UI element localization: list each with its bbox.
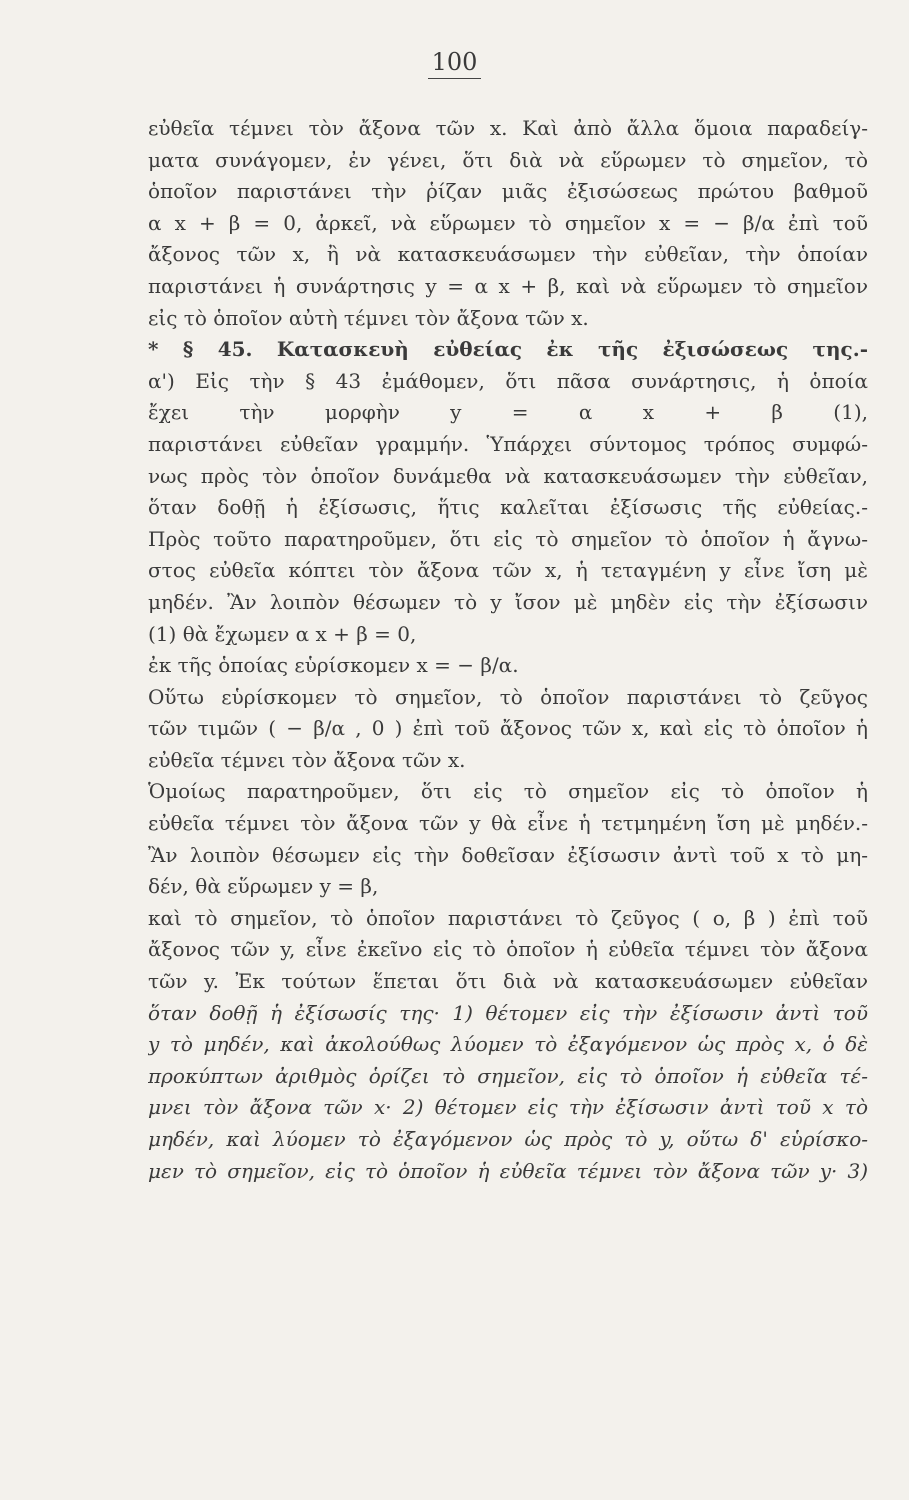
text-line: α') Εἰς τὴν § 43 ἐμάθομεν, ὅτι πᾶσα συνάρτησις, ἡ ὁποία [148, 368, 868, 393]
text-line: ἄξονος τῶν x, ἢ νὰ κατασκευάσωμεν τὴν εὐθεῖαν, τὴν ὁποίαν [148, 242, 868, 267]
text-line: εἰς τὸ ὁποῖον αὐτὴ τέμνει τὸν ἄξονα τῶν x. [148, 305, 589, 330]
text-line: παριστάνει εὐθεῖαν γραμμήν. Ὑπάρχει σύντομος τρόπος συμφώ- [148, 431, 868, 456]
text-line: Οὕτω εὑρίσκομεν τὸ σημεῖον, τὸ ὁποῖον παριστάνει τὸ ζεῦγος [148, 684, 868, 709]
text-line: εὐθεῖα τέμνει τὸν ἄξονα τῶν x. [148, 747, 466, 772]
text-line: ματα συνάγομεν, ἐν γένει, ὅτι διὰ νὰ εὕρωμεν τὸ σημεῖον, τὸ [148, 147, 868, 172]
text-line: μηδέν, καὶ λύομεν τὸ ἐξαγόμενον ὡς πρὸς τὸ y, οὕτω δ' εὑρίσκο- [148, 1127, 868, 1151]
text-line: καὶ τὸ σημεῖον, τὸ ὁποῖον παριστάνει τὸ ζεῦγος ( o, β ) ἐπὶ τοῦ [148, 905, 868, 930]
text-line: ἐκ τῆς ὁποίας εὑρίσκομεν x = − β/α. [148, 653, 519, 678]
text-line: y τὸ μηδέν, καὶ ἀκολούθως λύομεν τὸ ἐξαγόμενον ὡς πρὸς x, ὁ δὲ [148, 1032, 868, 1057]
text-line: τῶν τιμῶν ( − β/α , 0 ) ἐπὶ τοῦ ἄξονος τῶν x, καὶ εἰς τὸ ὁποῖον ἡ [148, 716, 868, 741]
body-text [148, 113, 868, 1187]
text-line: μνει τὸν ἄξονα τῶν x· 2) θέτομεν εἰς τὴν ἐξίσωσιν ἀντὶ τοῦ x τὸ [148, 1095, 868, 1120]
text-line: εὐθεῖα τέμνει τὸν ἄξονα τῶν x. Καὶ ἀπὸ ἄλλα ὅμοια παραδείγ- [148, 116, 868, 140]
text-line: μεν τὸ σημεῖον, εἰς τὸ ὁποῖον ἡ εὐθεῖα τέμνει τὸν ἄξονα τῶν y· 3) [148, 1158, 868, 1183]
text-line: ἔχει τὴν μορφὴν y = α x + β (1), [148, 400, 868, 425]
text-line: Ὁμοίως παρατηροῦμεν, ὅτι εἰς τὸ σημεῖον εἰς τὸ ὁποῖον ἡ [148, 779, 868, 804]
text-line: ὅταν δοθῇ ἡ ἐξίσωσις, ἥτις καλεῖται ἐξίσωσις τῆς εὐθείας.- [148, 495, 868, 520]
text-line: εὐθεῖα τέμνει τὸν ἄξονα τῶν y θὰ εἶνε ἡ τετμημένη ἴση μὲ μηδέν.- [148, 811, 868, 836]
text-line: Ἂν λοιπὸν θέσωμεν εἰς τὴν δοθεῖσαν ἐξίσωσιν ἀντὶ τοῦ x τὸ μη- [148, 842, 868, 867]
text-line: ὅταν δοθῇ ἡ ἐξίσωσίς της· 1) θέτομεν εἰς τὴν ἐξίσωσιν ἀντὶ τοῦ [148, 1000, 868, 1025]
text-line: στος εὐθεῖα κόπτει τὸν ἄξονα τῶν x, ἡ τεταγμένη y εἶνε ἴση μὲ [148, 558, 868, 583]
text-line: ὁποῖον παριστάνει τὴν ῥίζαν μιᾶς ἐξισώσεως πρώτου βαθμοῦ [148, 179, 868, 204]
page-number: 100 [0, 48, 909, 76]
text-line: νως πρὸς τὸν ὁποῖον δυνάμεθα νὰ κατασκευάσωμεν τὴν εὐθεῖαν, [148, 463, 868, 488]
text-line: δέν, θὰ εὕρωμεν y = β, [148, 874, 379, 899]
text-line: ἄξονος τῶν y, εἶνε ἐκεῖνο εἰς τὸ ὁποῖον ἡ εὐθεῖα τέμνει τὸν ἄξονα [148, 937, 868, 962]
text-line: τῶν y. Ἐκ τούτων ἕπεται ὅτι διὰ νὰ κατασκευάσωμεν εὐθεῖαν [148, 969, 868, 994]
text-line: παριστάνει ἡ συνάρτησις y = α x + β, καὶ νὰ εὕρωμεν τὸ σημεῖον [148, 273, 868, 298]
text-line: * § 45. Κατασκευὴ εὐθείας ἐκ τῆς ἐξισώσεως της.- [148, 337, 868, 362]
text-line: (1) θὰ ἔχωμεν α x + β = 0, [148, 621, 417, 646]
text-line: α x + β = 0, ἀρκεῖ, νὰ εὕρωμεν τὸ σημεῖον x = − β/α ἐπὶ τοῦ [148, 210, 868, 235]
text-line: προκύπτων ἀριθμὸς ὁρίζει τὸ σημεῖον, εἰς τὸ ὁποῖον ἡ εὐθεῖα τέ- [148, 1063, 868, 1088]
text-line: Πρὸς τοῦτο παρατηροῦμεν, ὅτι εἰς τὸ σημεῖον τὸ ὁποῖον ἡ ἄγνω- [148, 526, 868, 551]
text-line: μηδέν. Ἂν λοιπὸν θέσωμεν τὸ y ἴσον μὲ μηδὲν εἰς τὴν ἐξίσωσιν [148, 589, 868, 614]
